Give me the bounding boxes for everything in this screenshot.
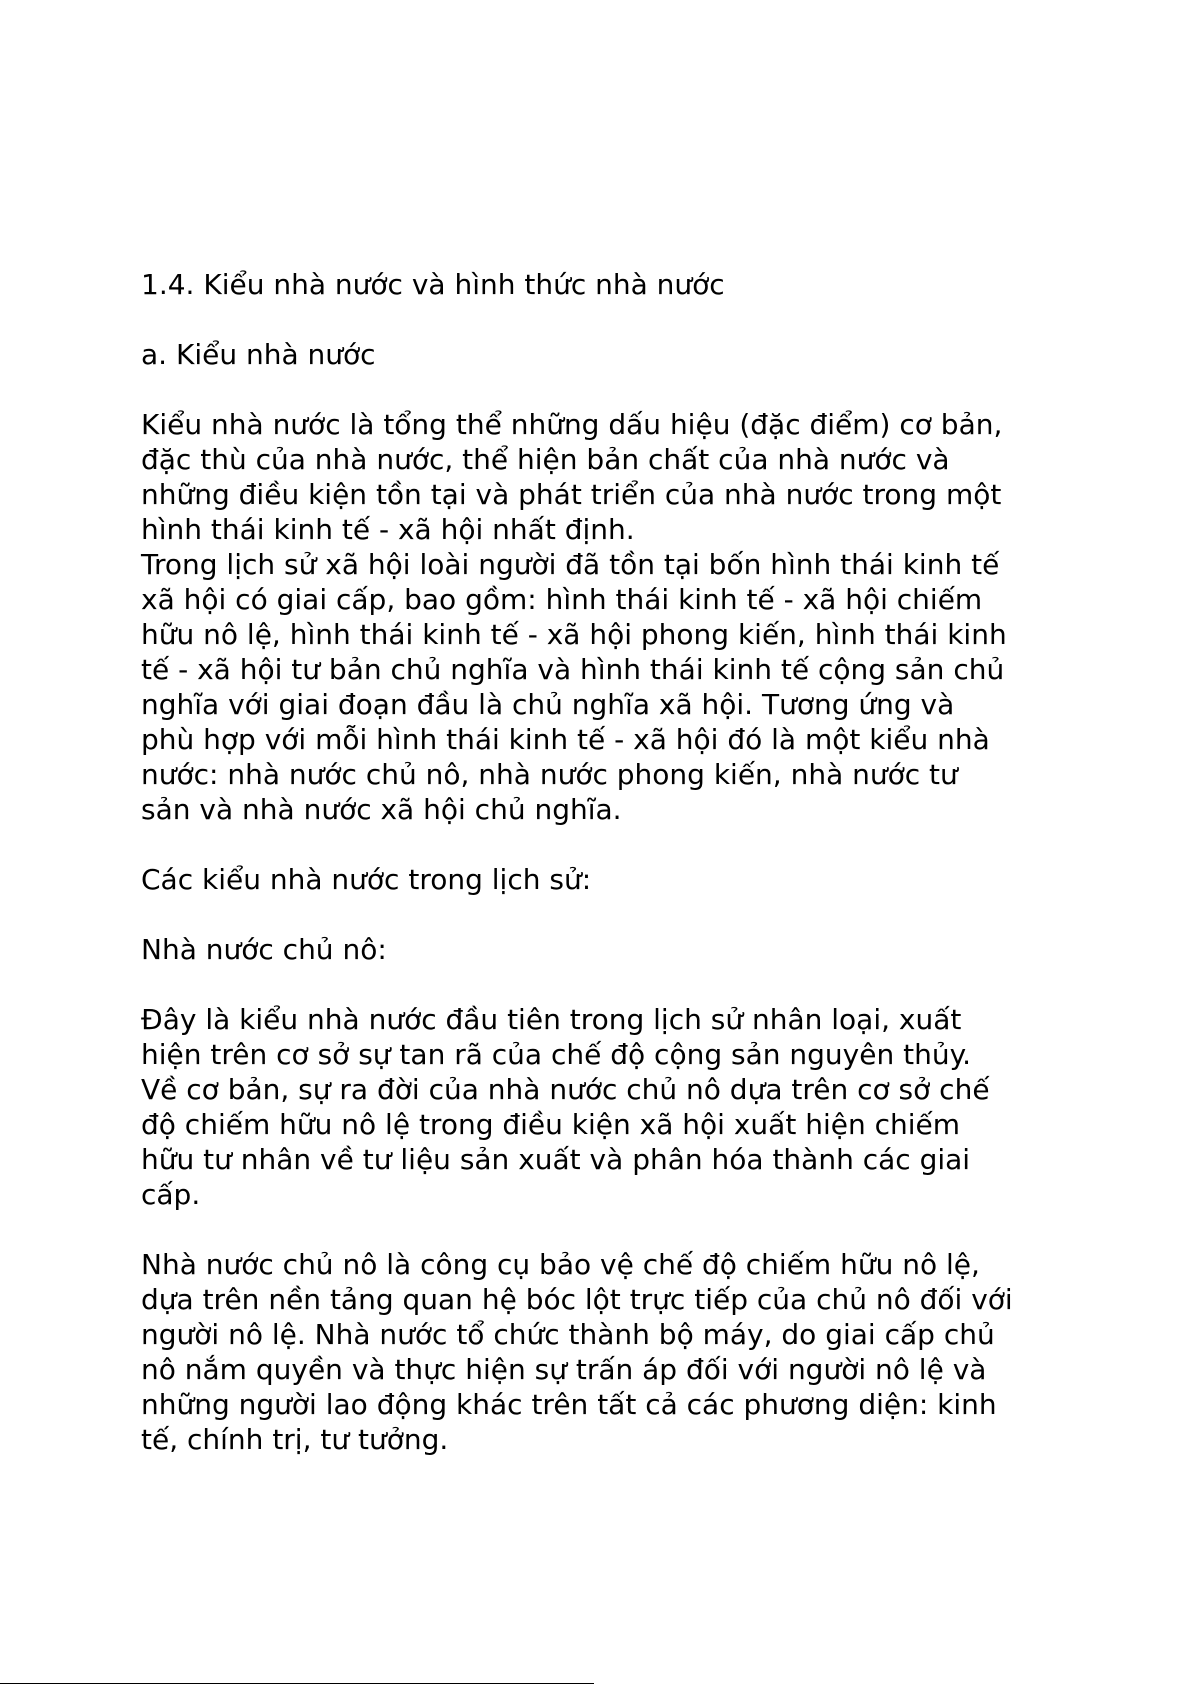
spacer bbox=[141, 827, 1081, 862]
list-intro: Các kiểu nhà nước trong lịch sử: bbox=[141, 863, 592, 896]
spacer bbox=[141, 897, 1081, 932]
subsection-heading: a. Kiểu nhà nước bbox=[141, 338, 376, 371]
document-page bbox=[141, 267, 1081, 1457]
history-paragraph: Trong lịch sử xã hội loài người đã tồn tại bốn hình thái kinh tế xã hội có giai cấp, bao gồm: hình thái kinh tế - xã hội chiếm hữu nô lệ, hình thái kinh tế - xã hội phong kiến, hình thái kinh tế - xã hội tư bản chủ nghĩa và hình thái kinh tế cộng sản chủ nghĩa với giai đoạn đầu là chủ nghĩa xã hội. Tương ứng và phù hợp với mỗi hình thái kinh tế - xã hội đó là một kiểu nhà nước: nhà nước chủ nô, nhà nước phong kiến, nhà nước tư sản và nhà nước xã hội chủ nghĩa. bbox=[141, 548, 1007, 826]
page-bottom-rule bbox=[0, 1683, 594, 1684]
spacer bbox=[141, 967, 1081, 1002]
spacer bbox=[141, 302, 1081, 337]
slave-state-title: Nhà nước chủ nô: bbox=[141, 933, 387, 966]
slave-state-origin-paragraph: Đây là kiểu nhà nước đầu tiên trong lịch sử nhân loại, xuất hiện trên cơ sở sự tan rã của chế độ cộng sản nguyên thủy. Về cơ bản, sự ra đời của nhà nước chủ nô dựa trên cơ sở chế độ chiếm hữu nô lệ trong điều kiện xã hội xuất hiện chiếm hữu tư nhân về tư liệu sản xuất và phân hóa thành các giai cấp. bbox=[141, 1003, 990, 1211]
section-heading: 1.4. Kiểu nhà nước và hình thức nhà nước bbox=[141, 268, 725, 301]
slave-state-nature-paragraph: Nhà nước chủ nô là công cụ bảo vệ chế độ chiếm hữu nô lệ, dựa trên nền tảng quan hệ bóc lột trực tiếp của chủ nô đối với người nô lệ. Nhà nước tổ chức thành bộ máy, do giai cấp chủ nô nắm quyền và thực hiện sự trấn áp đối với người nô lệ và những người lao động khác trên tất cả các phương diện: kinh tế, chính trị, tư tưởng. bbox=[141, 1248, 1013, 1456]
definition-paragraph: Kiểu nhà nước là tổng thể những dấu hiệu (đặc điểm) cơ bản, đặc thù của nhà nước, thể hiện bản chất của nhà nước và những điều kiện tồn tại và phát triển của nhà nước trong một hình thái kinh tế - xã hội nhất định. bbox=[141, 408, 1003, 546]
spacer bbox=[141, 372, 1081, 407]
spacer bbox=[141, 1212, 1081, 1247]
